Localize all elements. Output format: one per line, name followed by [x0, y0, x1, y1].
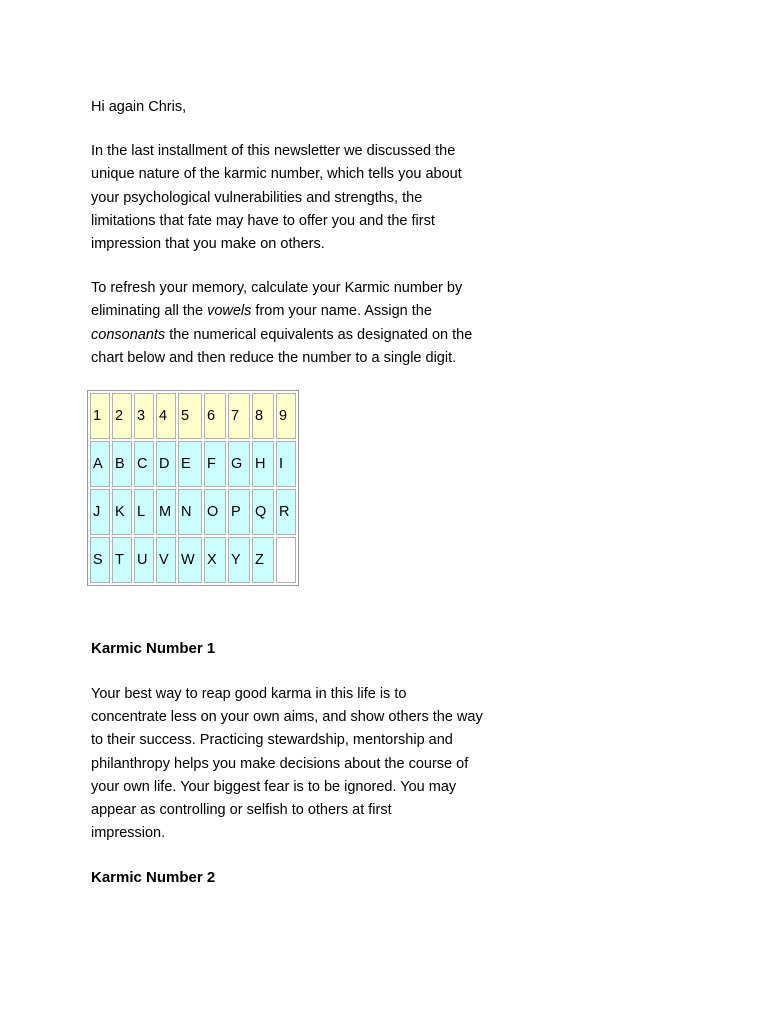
karmic-table: [87, 390, 299, 586]
letter-cell: H: [252, 441, 274, 487]
refresh-line: chart below and then reduce the number to a single digit.: [91, 349, 457, 366]
intro-line: limitations that fate may have to offer you and the first: [91, 212, 435, 229]
karmic-number-2-heading: Karmic Number 2: [91, 869, 216, 886]
letter-cell: D: [156, 441, 176, 487]
refresh-line: [91, 324, 511, 347]
consonants-emphasis: consonants: [91, 326, 166, 343]
number-cell: 9: [276, 393, 296, 439]
number-cell: 8: [252, 393, 274, 439]
letter-cell: M: [156, 489, 176, 535]
empty-cell: [276, 537, 296, 583]
refresh-paragraph: [91, 277, 511, 370]
intro-line: your psychological vulnerabilities and strengths, the: [91, 189, 423, 206]
number-cell: 2: [112, 393, 132, 439]
letter-cell: S: [90, 537, 110, 583]
letter-row: [90, 441, 296, 487]
section1-line: concentrate less on your own aims, and show others the way: [91, 709, 483, 726]
greeting: Hi again Chris,: [91, 99, 187, 115]
letter-cell: L: [134, 489, 154, 535]
intro-line: impression that you make on others.: [91, 236, 325, 253]
section1-line: to their success. Practicing stewardship, mentorship and: [91, 732, 453, 749]
number-cell: 1: [90, 393, 110, 439]
letter-cell: N: [178, 489, 202, 535]
intro-line: In the last installment of this newsletter we discussed the: [91, 143, 456, 160]
letter-cell: Z: [252, 537, 274, 583]
letter-cell: F: [204, 441, 226, 487]
letter-cell: B: [112, 441, 132, 487]
letter-cell: I: [276, 441, 296, 487]
section1-line: philanthropy helps you make decisions about the course of: [91, 755, 469, 772]
intro-paragraph: [91, 140, 511, 256]
number-cell: 7: [228, 393, 250, 439]
refresh-line: To refresh your memory, calculate your Karmic number by: [91, 280, 463, 297]
refresh-text: the numerical equivalents as designated on the: [165, 326, 473, 343]
section1-line: appear as controlling or selfish to others at first: [91, 802, 392, 819]
letter-cell: T: [112, 537, 132, 583]
number-cell: 3: [134, 393, 154, 439]
letter-cell: Y: [228, 537, 250, 583]
letter-cell: O: [204, 489, 226, 535]
karmic-number-1-paragraph: [91, 683, 483, 845]
letter-cell: X: [204, 537, 226, 583]
number-cell: 6: [204, 393, 226, 439]
letter-cell: K: [112, 489, 132, 535]
letter-cell: C: [134, 441, 154, 487]
vowels-emphasis: vowels: [207, 303, 252, 320]
letter-cell: G: [228, 441, 250, 487]
letter-cell: Q: [252, 489, 274, 535]
number-cell: 5: [178, 393, 202, 439]
letter-cell: P: [228, 489, 250, 535]
number-row: [90, 393, 296, 439]
letter-cell: R: [276, 489, 296, 535]
section1-line: impression.: [91, 825, 166, 842]
number-cell: 4: [156, 393, 176, 439]
refresh-text: eliminating all the: [91, 303, 208, 320]
letter-cell: E: [178, 441, 202, 487]
letter-cell: U: [134, 537, 154, 583]
section1-line: Your best way to reap good karma in this life is to: [91, 686, 407, 702]
letter-row: [90, 537, 296, 583]
letter-row: [90, 489, 296, 535]
letter-cell: J: [90, 489, 110, 535]
letter-cell: V: [156, 537, 176, 583]
letter-cell: A: [90, 441, 110, 487]
intro-line: unique nature of the karmic number, which tells you about: [91, 166, 462, 183]
section1-line: your own life. Your biggest fear is to be ignored. You may: [91, 778, 457, 795]
refresh-text: from your name. Assign the: [251, 303, 432, 320]
karmic-chart: [87, 390, 299, 586]
newsletter-body: [91, 96, 511, 370]
refresh-line: [91, 300, 511, 323]
letter-cell: W: [178, 537, 202, 583]
karmic-number-1-heading: Karmic Number 1: [91, 640, 216, 657]
